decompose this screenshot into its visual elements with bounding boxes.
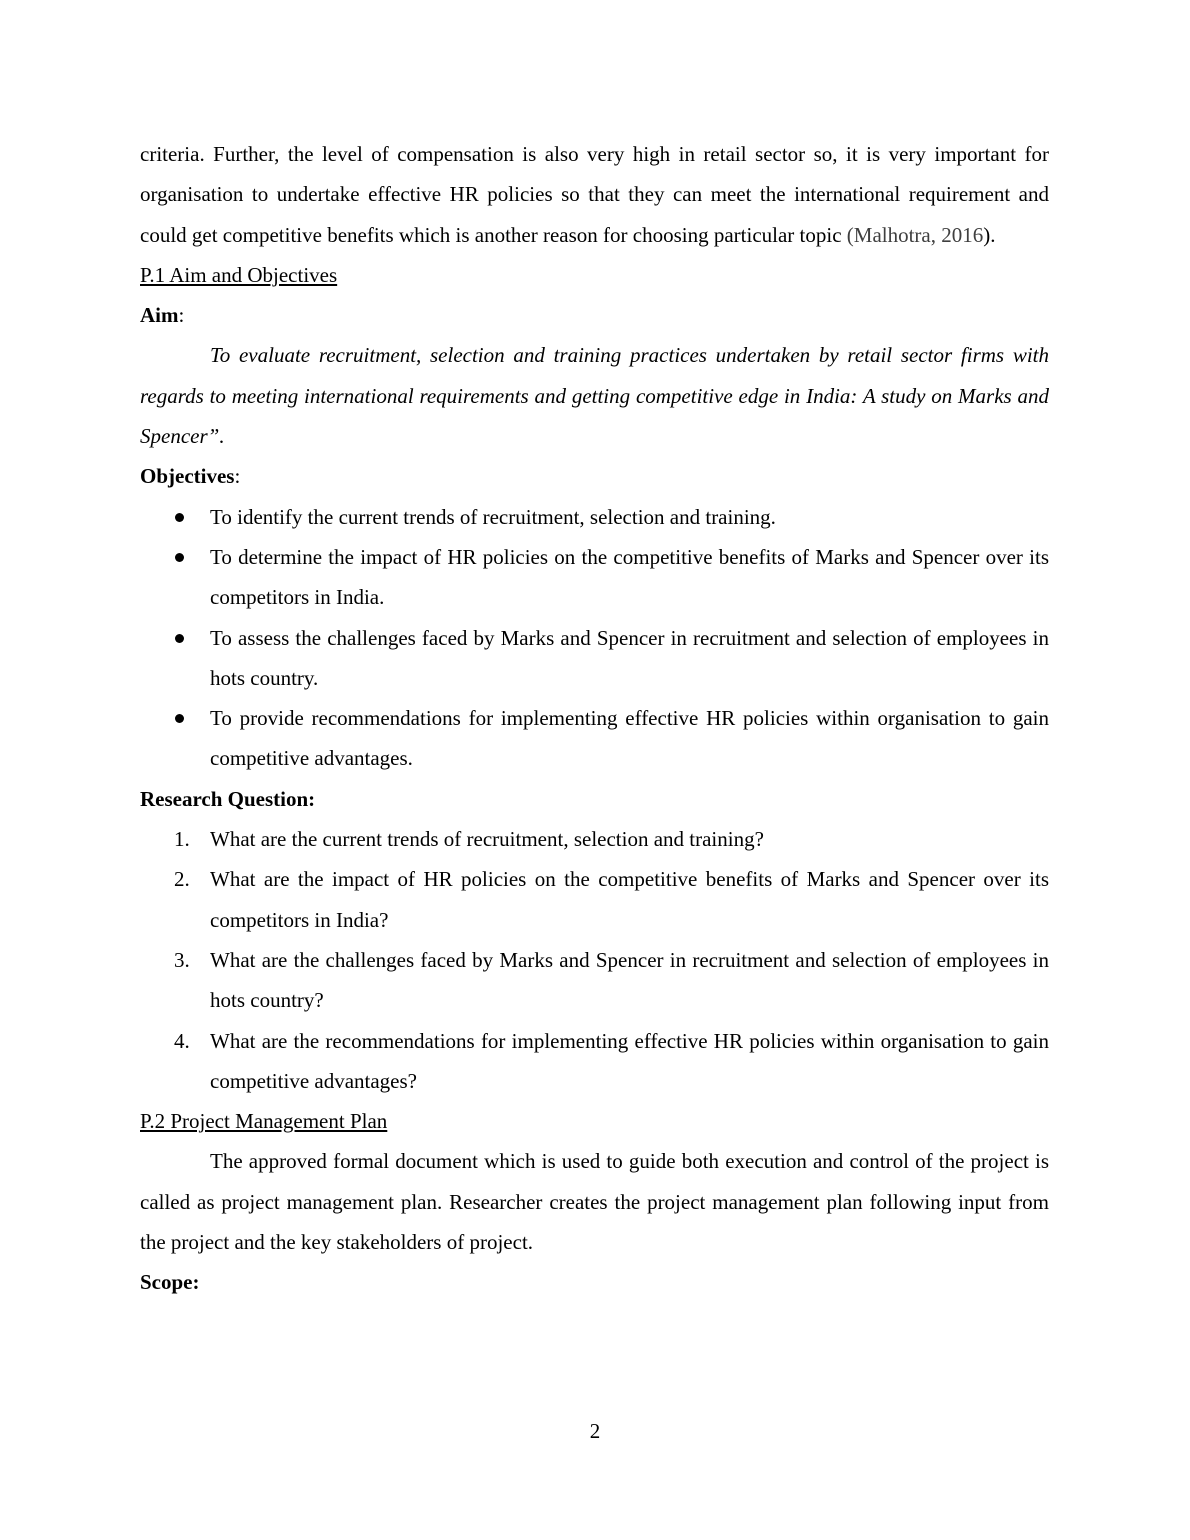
research-question-label-line	[140, 779, 1049, 819]
question-number: 4.	[174, 1028, 190, 1053]
intro-text: criteria. Further, the level of compensation is also very high in retail sector so, it is very important for organisation to undertake effective HR policies so that they can meet the international requirement and could get competitive benefits which is another reason for choosing particular topic	[140, 142, 1049, 247]
objective-text: To provide recommendations for implementing effective HR policies within organisation to gain competitive advantages.	[210, 706, 1049, 771]
bullet-icon	[175, 513, 184, 522]
research-question-item	[140, 1021, 1049, 1102]
scope-label: Scope:	[140, 1270, 200, 1295]
objective-text: To assess the challenges faced by Marks and Spencer in recruitment and selection of employees in hots country.	[210, 625, 1049, 690]
bullet-icon	[175, 634, 184, 643]
section-heading-aim-objectives: P.1 Aim and Objectives	[140, 262, 338, 287]
document-body	[140, 134, 1049, 1303]
aim-statement	[140, 335, 1049, 456]
objectives-list	[140, 497, 1049, 779]
intro-end: ).	[983, 222, 996, 247]
bullet-icon	[175, 553, 184, 562]
research-question-item	[140, 819, 1049, 859]
project-plan-paragraph: The approved formal document which is used to guide both execution and control of the project is called as project management plan. Researcher creates the project management plan following input from the project and the key stakeholders of project.	[140, 1149, 1049, 1255]
citation: (Malhotra, 2016	[846, 222, 984, 247]
research-questions-list	[140, 819, 1049, 1101]
research-question-item	[140, 859, 1049, 940]
bullet-icon	[175, 714, 184, 723]
section-heading-project-plan: P.2 Project Management Plan	[140, 1109, 388, 1134]
question-text: What are the challenges faced by Marks and Spencer in recruitment and selection of employees in hots country?	[210, 947, 1049, 1013]
aim-label-line	[140, 295, 1049, 335]
research-question-label: Research Question:	[140, 786, 316, 811]
objective-text: To identify the current trends of recruitment, selection and training.	[210, 504, 776, 529]
scope-label-line	[140, 1262, 1049, 1302]
page-number: 2	[589, 1419, 601, 1443]
objective-text: To determine the impact of HR policies on the competitive benefits of Marks and Spencer over its competitors in India.	[210, 544, 1049, 610]
objective-item	[140, 497, 1049, 537]
question-text: What are the recommendations for implementing effective HR policies within organisation to gain competitive advantages?	[210, 1028, 1049, 1093]
question-text: What are the current trends of recruitment, selection and training?	[210, 827, 764, 852]
intro-paragraph	[140, 134, 1049, 255]
question-number: 3.	[174, 947, 190, 972]
objective-item	[140, 698, 1049, 779]
objective-item	[140, 537, 1049, 618]
aim-label: Aim	[140, 303, 179, 328]
question-number: 2.	[174, 867, 190, 892]
objectives-colon: :	[234, 464, 241, 489]
aim-colon: :	[178, 303, 185, 328]
objectives-label-line	[140, 456, 1049, 496]
objectives-label: Objectives	[140, 464, 235, 489]
question-text: What are the impact of HR policies on the competitive benefits of Marks and Spencer over its competitors in India?	[210, 867, 1049, 932]
research-question-item	[140, 940, 1049, 1021]
objective-item	[140, 618, 1049, 699]
question-number: 1.	[174, 827, 190, 852]
aim-text: To evaluate recruitment, selection and training practices undertaken by retail sector firms with regards to meeting international requirements and getting competitive edge in India: A study on Marks and Spencer”.	[140, 343, 1049, 449]
